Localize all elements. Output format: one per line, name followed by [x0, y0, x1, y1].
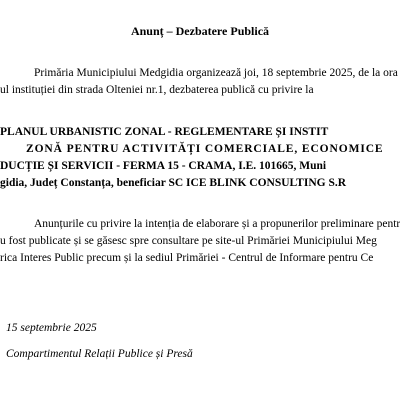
document-title: Anunț – Dezbatere Publică	[130, 24, 270, 38]
subject-line-4: gidia, Județ Constanța, beneficiar SC ICE BLINK CONSULTING S.R	[0, 177, 347, 189]
document-date: 15 septembrie 2025	[6, 322, 97, 334]
announcement-line-1: Anunțurile cu privire la intenția de elaborare și a propunerilor preliminare pentr	[34, 218, 400, 230]
subject-line-1: PLANUL URBANISTIC ZONAL - REGLEMENTARE ȘI INSTIT	[0, 126, 329, 138]
signature-department: Compartimentul Relații Publice și Presă	[6, 348, 193, 360]
intro-line-1: Primăria Municipiului Medgidia organizează joi, 18 septembrie 2025, de la ora	[34, 67, 398, 79]
announcement-line-3: rica Interes Public precum și la sediul Primăriei - Centrul de Informare pentru Ce	[0, 252, 374, 264]
announcement-line-2: u fost publicate și se găsesc spre consultare pe site-ul Primăriei Municipiului Meg	[0, 235, 377, 247]
subject-line-2: ZONĂ PENTRU ACTIVITĂȚI COMERCIALE, ECONOMICE	[26, 143, 384, 155]
intro-line-2: ul instituției din strada Olteniei nr.1, dezbaterea publică cu privire la	[0, 84, 314, 96]
subject-line-3: DUCȚIE ȘI SERVICII - FERMA 15 - CRAMA, I.E. 101665, Muni	[0, 160, 327, 172]
